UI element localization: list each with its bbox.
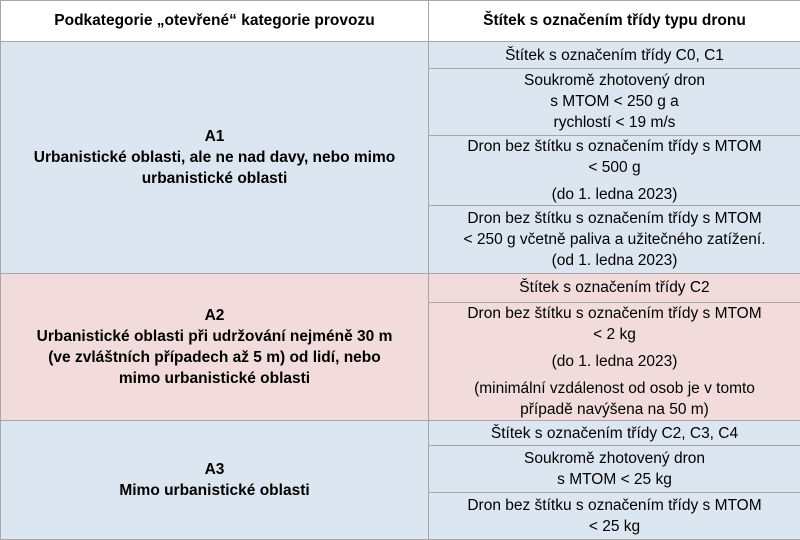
cell-text: (do 1. ledna 2023) — [551, 352, 678, 370]
table-row — [1, 421, 800, 446]
class-label-cell — [429, 302, 800, 421]
cell-text: Dron bez štítku s označením třídy s MTOM — [467, 137, 762, 155]
cell-text: (do 1. ledna 2023) — [551, 185, 678, 203]
subcategory-code: A3 — [204, 461, 225, 479]
cell-text: případě navýšena na 50 m) — [520, 400, 709, 418]
class-label-cell — [429, 446, 800, 492]
cell-text: < 250 g včetně paliva a užitečného zatížení. — [463, 231, 766, 249]
cell-text: Soukromě zhotovený dron — [524, 72, 705, 90]
class-label-cell — [429, 135, 800, 205]
cell-text: Štítek s označením třídy C2 — [519, 279, 710, 297]
subcategory-a3 — [1, 421, 429, 540]
header-class-label: Štítek s označením třídy typu dronu — [429, 1, 800, 42]
subcategory-description-line: (ve zvláštních případech až 5 m) od lidí, nebo — [48, 349, 381, 367]
cell-text: Štítek s označením třídy C2, C3, C4 — [490, 424, 739, 442]
cell-text: Soukromě zhotovený dron — [524, 450, 705, 467]
class-label-cell — [429, 492, 800, 539]
cell-text: < 500 g — [588, 158, 641, 176]
cell-text: Dron bez štítku s označením třídy s MTOM — [467, 496, 762, 514]
table-header-row — [1, 1, 800, 42]
cell-text: Dron bez štítku s označením třídy s MTOM — [467, 210, 762, 228]
class-label-cell — [429, 42, 800, 69]
subcategory-a2 — [1, 274, 429, 421]
cell-text: (od 1. ledna 2023) — [551, 252, 678, 270]
subcategory-description-line: Urbanistické oblasti, ale ne nad davy, nebo mimo — [33, 149, 396, 167]
subcategory-description-line: mimo urbanistické oblasti — [118, 370, 311, 388]
class-label-cell — [429, 274, 800, 302]
class-label-cell — [429, 205, 800, 273]
subcategory-description-line: urbanistické oblasti — [141, 170, 288, 188]
header-subcategory: Podkategorie „otevřené“ kategorie provozu — [1, 1, 429, 42]
table-row — [1, 42, 800, 69]
cell-text: (minimální vzdálenost od osob je v tomto — [474, 379, 755, 397]
cell-text: s MTOM < 25 kg — [557, 471, 672, 488]
cell-text: < 2 kg — [593, 325, 636, 343]
cell-text: Dron bez štítku s označením třídy s MTOM — [467, 304, 762, 322]
subcategory-description-line: Urbanistické oblasti při udržování nejméně 30 m — [36, 328, 393, 346]
subcategory-description-line: Mimo urbanistické oblasti — [119, 482, 310, 500]
subcategory-code: A1 — [204, 128, 225, 146]
cell-text: s MTOM < 250 g a — [550, 93, 679, 111]
class-label-cell — [429, 69, 800, 135]
cell-text: < 25 kg — [588, 517, 641, 535]
subcategory-a1 — [1, 42, 429, 274]
subcategory-code: A2 — [204, 307, 225, 325]
table-row — [1, 274, 800, 302]
class-label-cell — [429, 421, 800, 446]
cell-text: rychlostí < 19 m/s — [553, 114, 676, 132]
cell-text: Štítek s označením třídy C0, C1 — [505, 46, 724, 64]
